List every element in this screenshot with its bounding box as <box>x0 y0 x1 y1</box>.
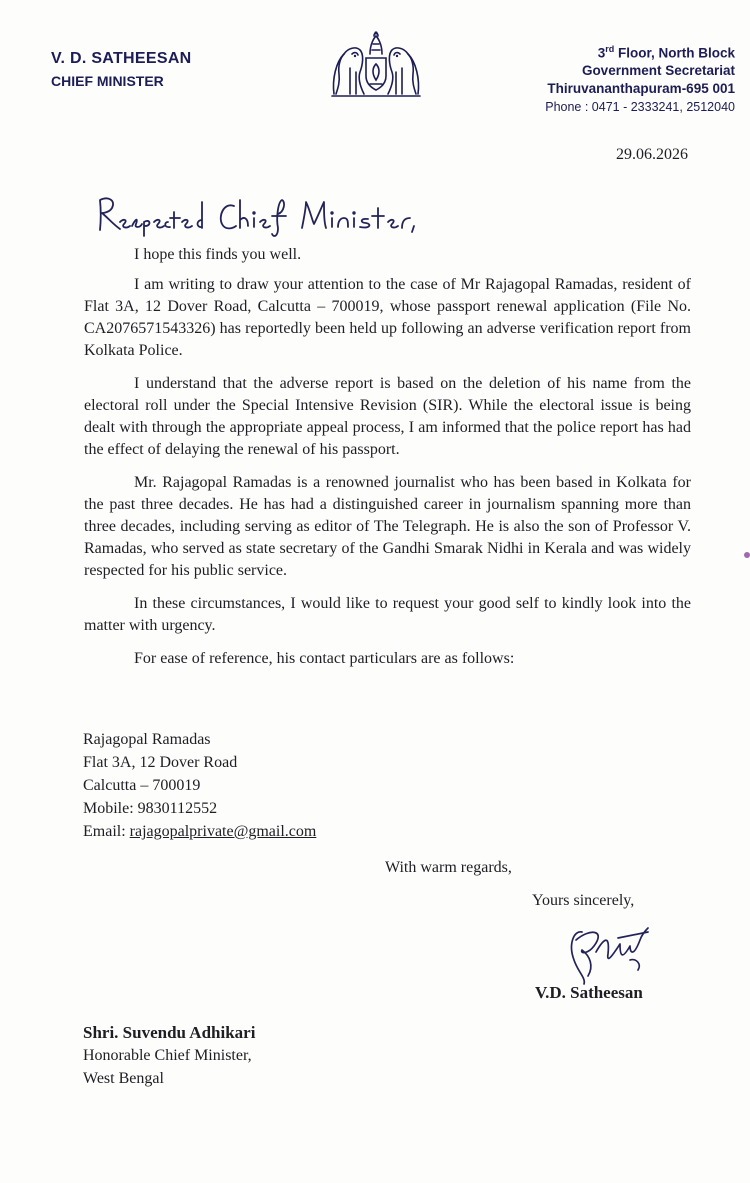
closing-regards: With warm regards, <box>385 859 512 876</box>
office-address-line-3: Thiruvananthapuram-695 001 <box>547 80 735 96</box>
body-paragraph-1: I hope this finds you well. <box>134 246 302 263</box>
letterhead-office <box>545 41 735 117</box>
recipient-block <box>83 1021 255 1090</box>
floor-number: 3 <box>597 45 606 61</box>
sender-title: CHIEF MINISTER <box>51 73 164 89</box>
body-paragraph-3: I understand that the adverse report is based on the deletion of his name from the electoral roll under the Special Intensive Revision (SIR). While the electoral issue is being dealt with through the appropriate appeal process, I am informed that the police report has had the effect of delaying the renewal of his passport. <box>84 375 691 458</box>
letterhead-sender <box>51 50 192 89</box>
body-paragraph-5: In these circumstances, I would like to request your good self to kindly look into the matter with urgency. <box>84 595 691 634</box>
mobile-label: Mobile: <box>83 800 138 817</box>
edge-ink-mark <box>744 552 750 558</box>
contact-block <box>83 728 316 843</box>
signatory-name: V.D. Satheesan <box>535 983 643 1002</box>
contact-address-2: Calcutta – 700019 <box>83 777 201 794</box>
kerala-emblem-icon <box>330 24 422 102</box>
handwritten-salutation <box>92 192 432 238</box>
floor-suffix: rd <box>605 44 615 54</box>
body-paragraph-6: For ease of reference, his contact particulars are as follows: <box>134 650 515 667</box>
recipient-state: West Bengal <box>83 1070 164 1087</box>
recipient-name: Shri. Suvendu Adhikari <box>83 1023 256 1042</box>
office-phone: Phone : 0471 - 2333241, 2512040 <box>545 100 735 114</box>
contact-address-1: Flat 3A, 12 Dover Road <box>83 754 238 771</box>
letter-date: 29.06.2026 <box>616 146 688 163</box>
recipient-title: Honorable Chief Minister, <box>83 1047 252 1064</box>
closing-yours: Yours sincerely, <box>532 892 635 909</box>
email-label: Email: <box>83 823 130 840</box>
office-address-line-2: Government Secretariat <box>581 63 735 78</box>
body-paragraph-4: Mr. Rajagopal Ramadas is a renowned journalist who has been based in Kolkata for the past three decades. He has had a distinguished career in journalism spanning more than three decades, including serving as editor of The Telegraph. He is also the son of Professor V. Ramadas, who served as state secretary of the Gandhi Smarak Nidhi in Kerala and was widely respected for his public service. <box>84 474 691 579</box>
handwritten-signature <box>560 920 670 990</box>
floor-text: Floor, North Block <box>614 45 735 61</box>
letter-body <box>84 244 691 681</box>
body-paragraph-2: I am writing to draw your attention to the case of Mr Rajagopal Ramadas, resident of Flat 3A, 12 Dover Road, Calcutta – 700019, whose passport renewal application (File No. CA2076571543326) has reportedly been held up following an adverse verification report from Kolkata Police. <box>84 276 691 359</box>
mobile-value: 9830112552 <box>137 800 218 817</box>
contact-name: Rajagopal Ramadas <box>83 731 211 748</box>
office-address-line-1 <box>545 41 735 62</box>
contact-mobile <box>83 797 316 820</box>
email-link[interactable]: rajagopalprivate@gmail.com <box>129 823 317 840</box>
contact-email <box>83 820 316 843</box>
sender-name: V. D. SATHEESAN <box>51 50 192 67</box>
